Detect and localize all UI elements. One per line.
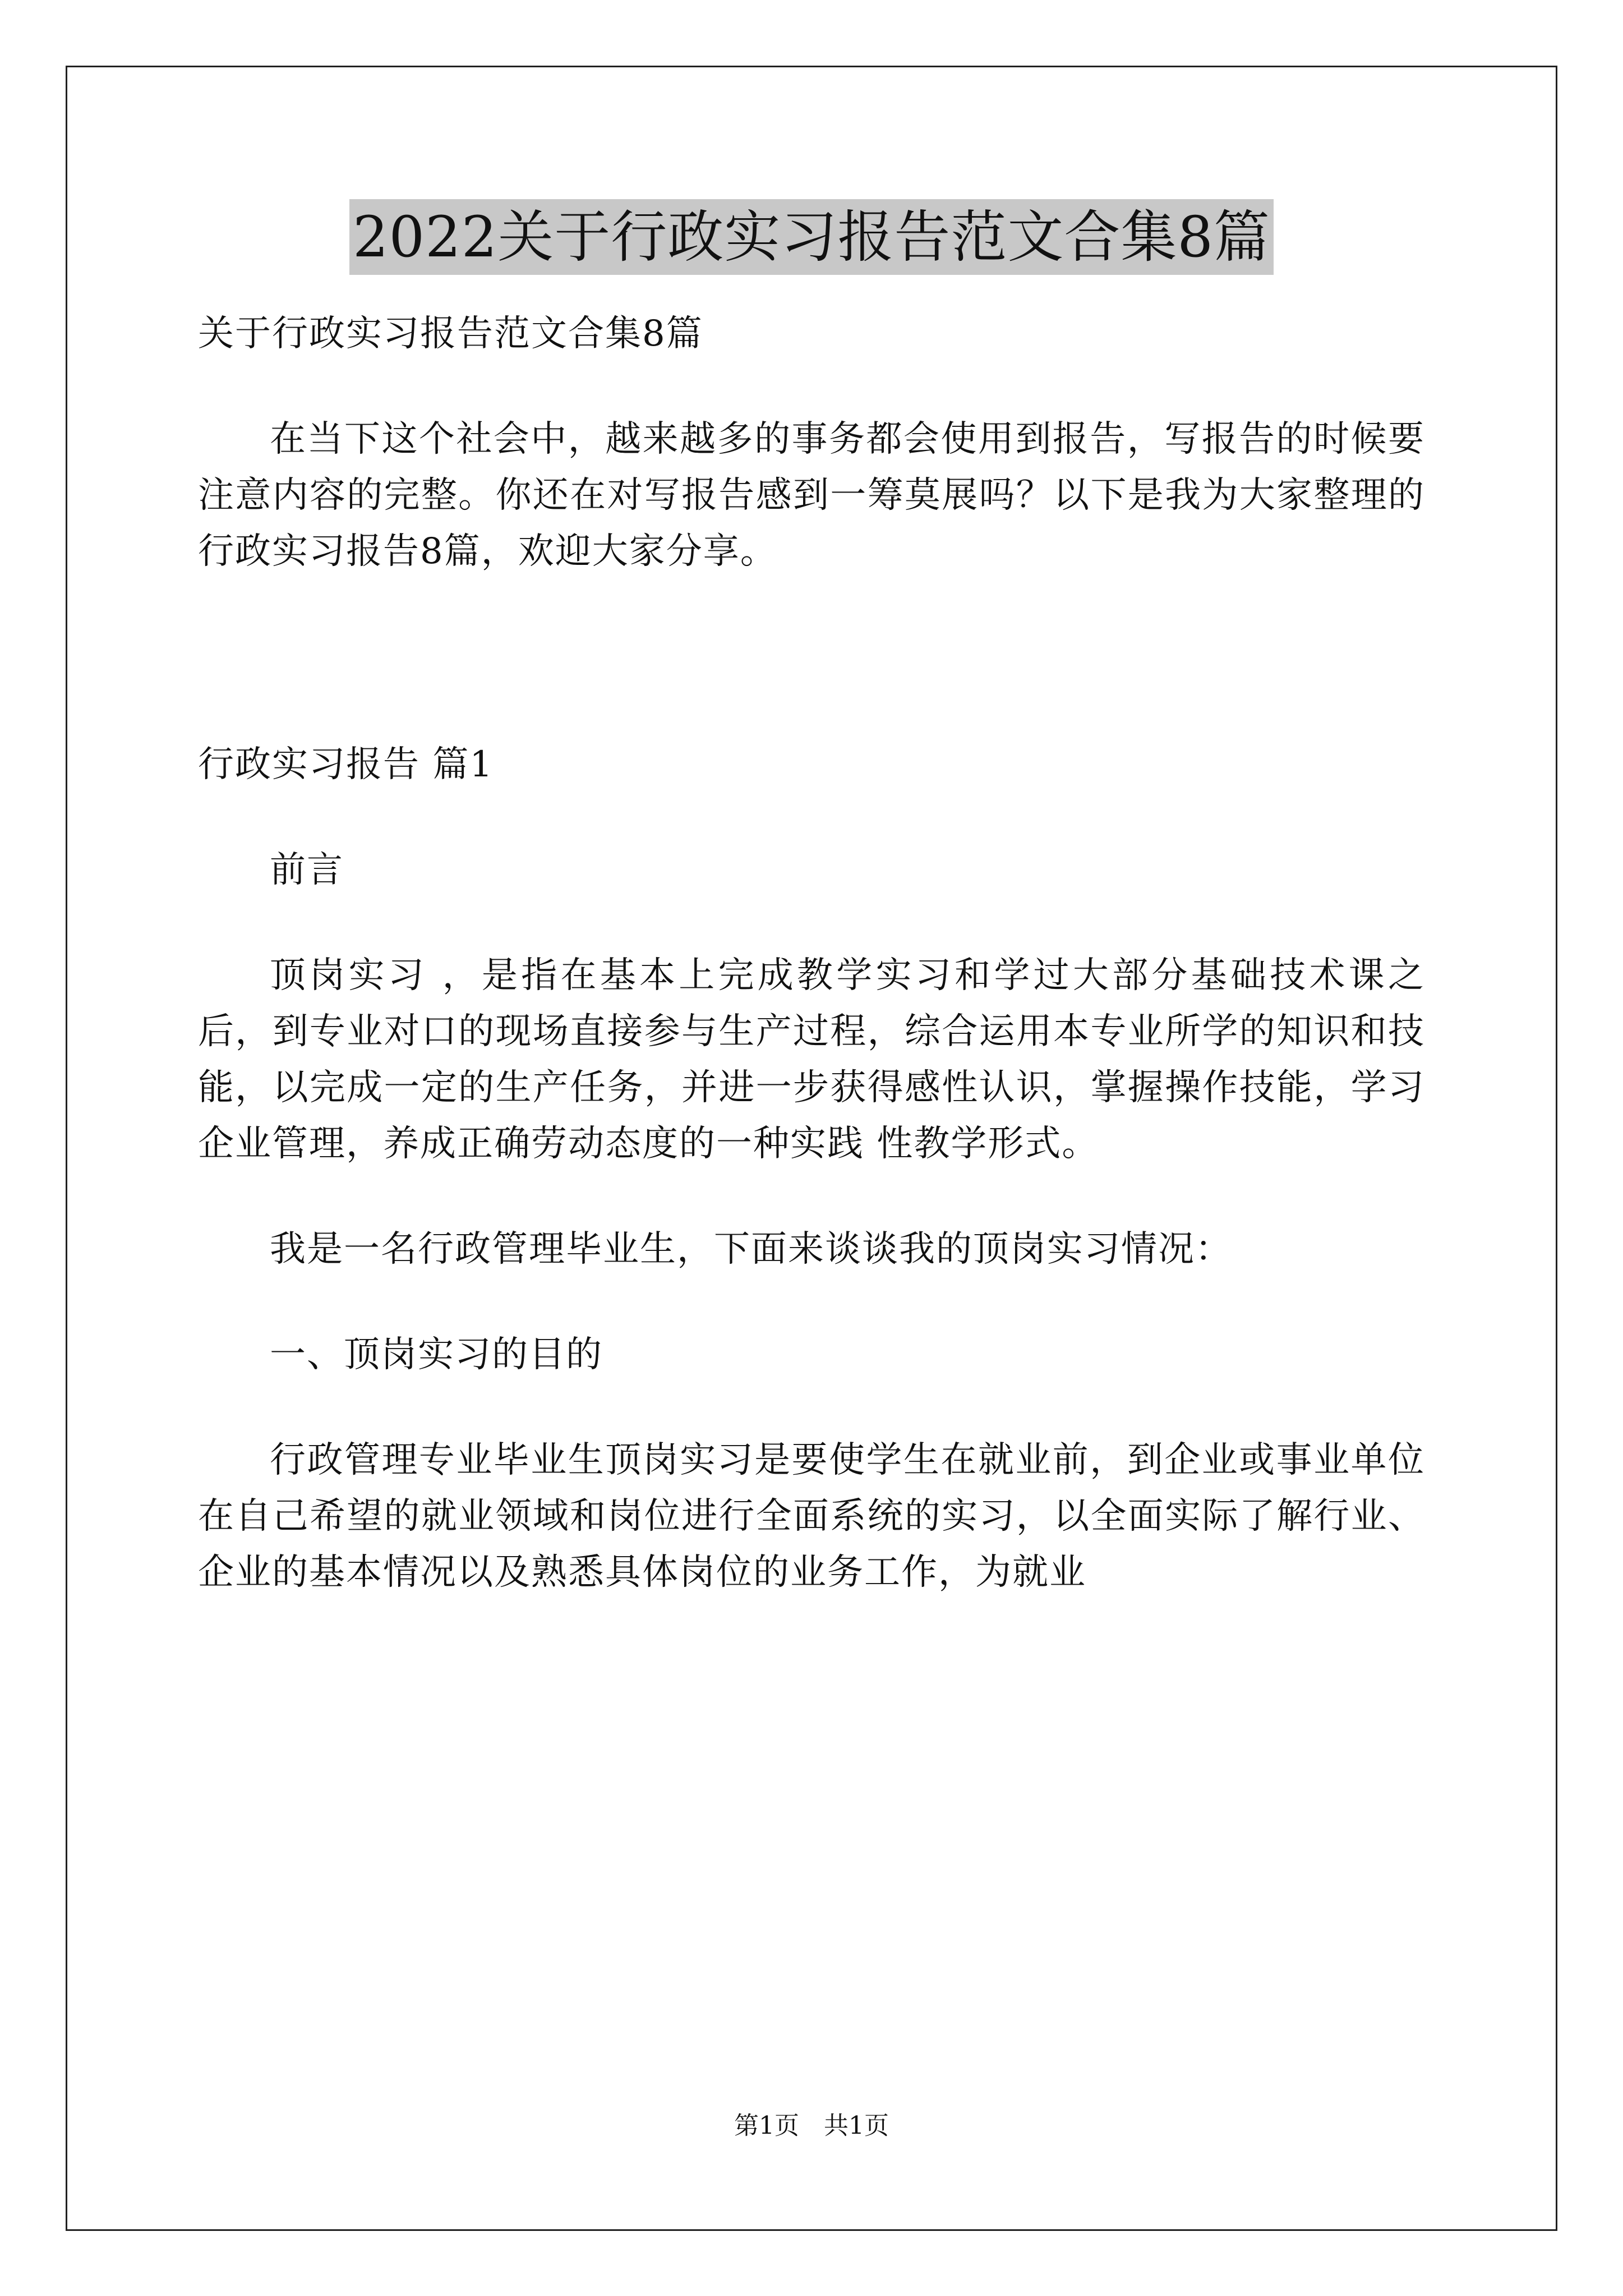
spacer	[198, 1277, 1425, 1327]
title-container	[0, 199, 1623, 275]
spacer	[198, 362, 1425, 411]
preface-heading: 前言	[270, 849, 344, 891]
document-subtitle: 关于行政实习报告范文合集8篇	[198, 313, 703, 355]
body-paragraph-3: 行政管理专业毕业生顶岗实习是要使学生在就业前，到企业或事业单位在自己希望的就业领域和岗位进行全面系统的实习，以全面实际了解行业、企业的基本情况以及熟悉具体岗位的业务工作，为就业	[198, 1439, 1425, 1593]
spacer	[198, 1383, 1425, 1432]
page-footer: 第1页 共1页	[734, 2111, 889, 2140]
document-body	[198, 306, 1425, 1600]
spacer	[198, 579, 1425, 737]
intro-paragraph: 在当下这个社会中，越来越多的事务都会使用到报告，写报告的时候要注意内容的完整。你还在对写报告感到一筹莫展吗？以下是我为大家整理的行政实习报告8篇，欢迎大家分享。	[198, 418, 1425, 572]
body-paragraph-1: 顶岗实习 ，是指在基本上完成教学实习和学过大部分基础技术课之后，到专业对口的现场直接参与生产过程，综合运用本专业所学的知识和技能，以完成一定的生产任务，并进一步获得感性认识，掌握操作技能，学习企业管理，养成正确劳动态度的一种实践 性教学形式。	[198, 955, 1425, 1165]
document-title: 2022关于行政实习报告范文合集8篇	[349, 199, 1274, 275]
spacer	[198, 1172, 1425, 1221]
body-paragraph-2: 我是一名行政管理毕业生，下面来谈谈我的顶岗实习情况：	[270, 1228, 1232, 1270]
spacer	[198, 898, 1425, 947]
spacer	[198, 793, 1425, 842]
subheading-purpose: 一、顶岗实习的目的	[270, 1334, 603, 1375]
section-heading: 行政实习报告 篇1	[198, 744, 494, 785]
